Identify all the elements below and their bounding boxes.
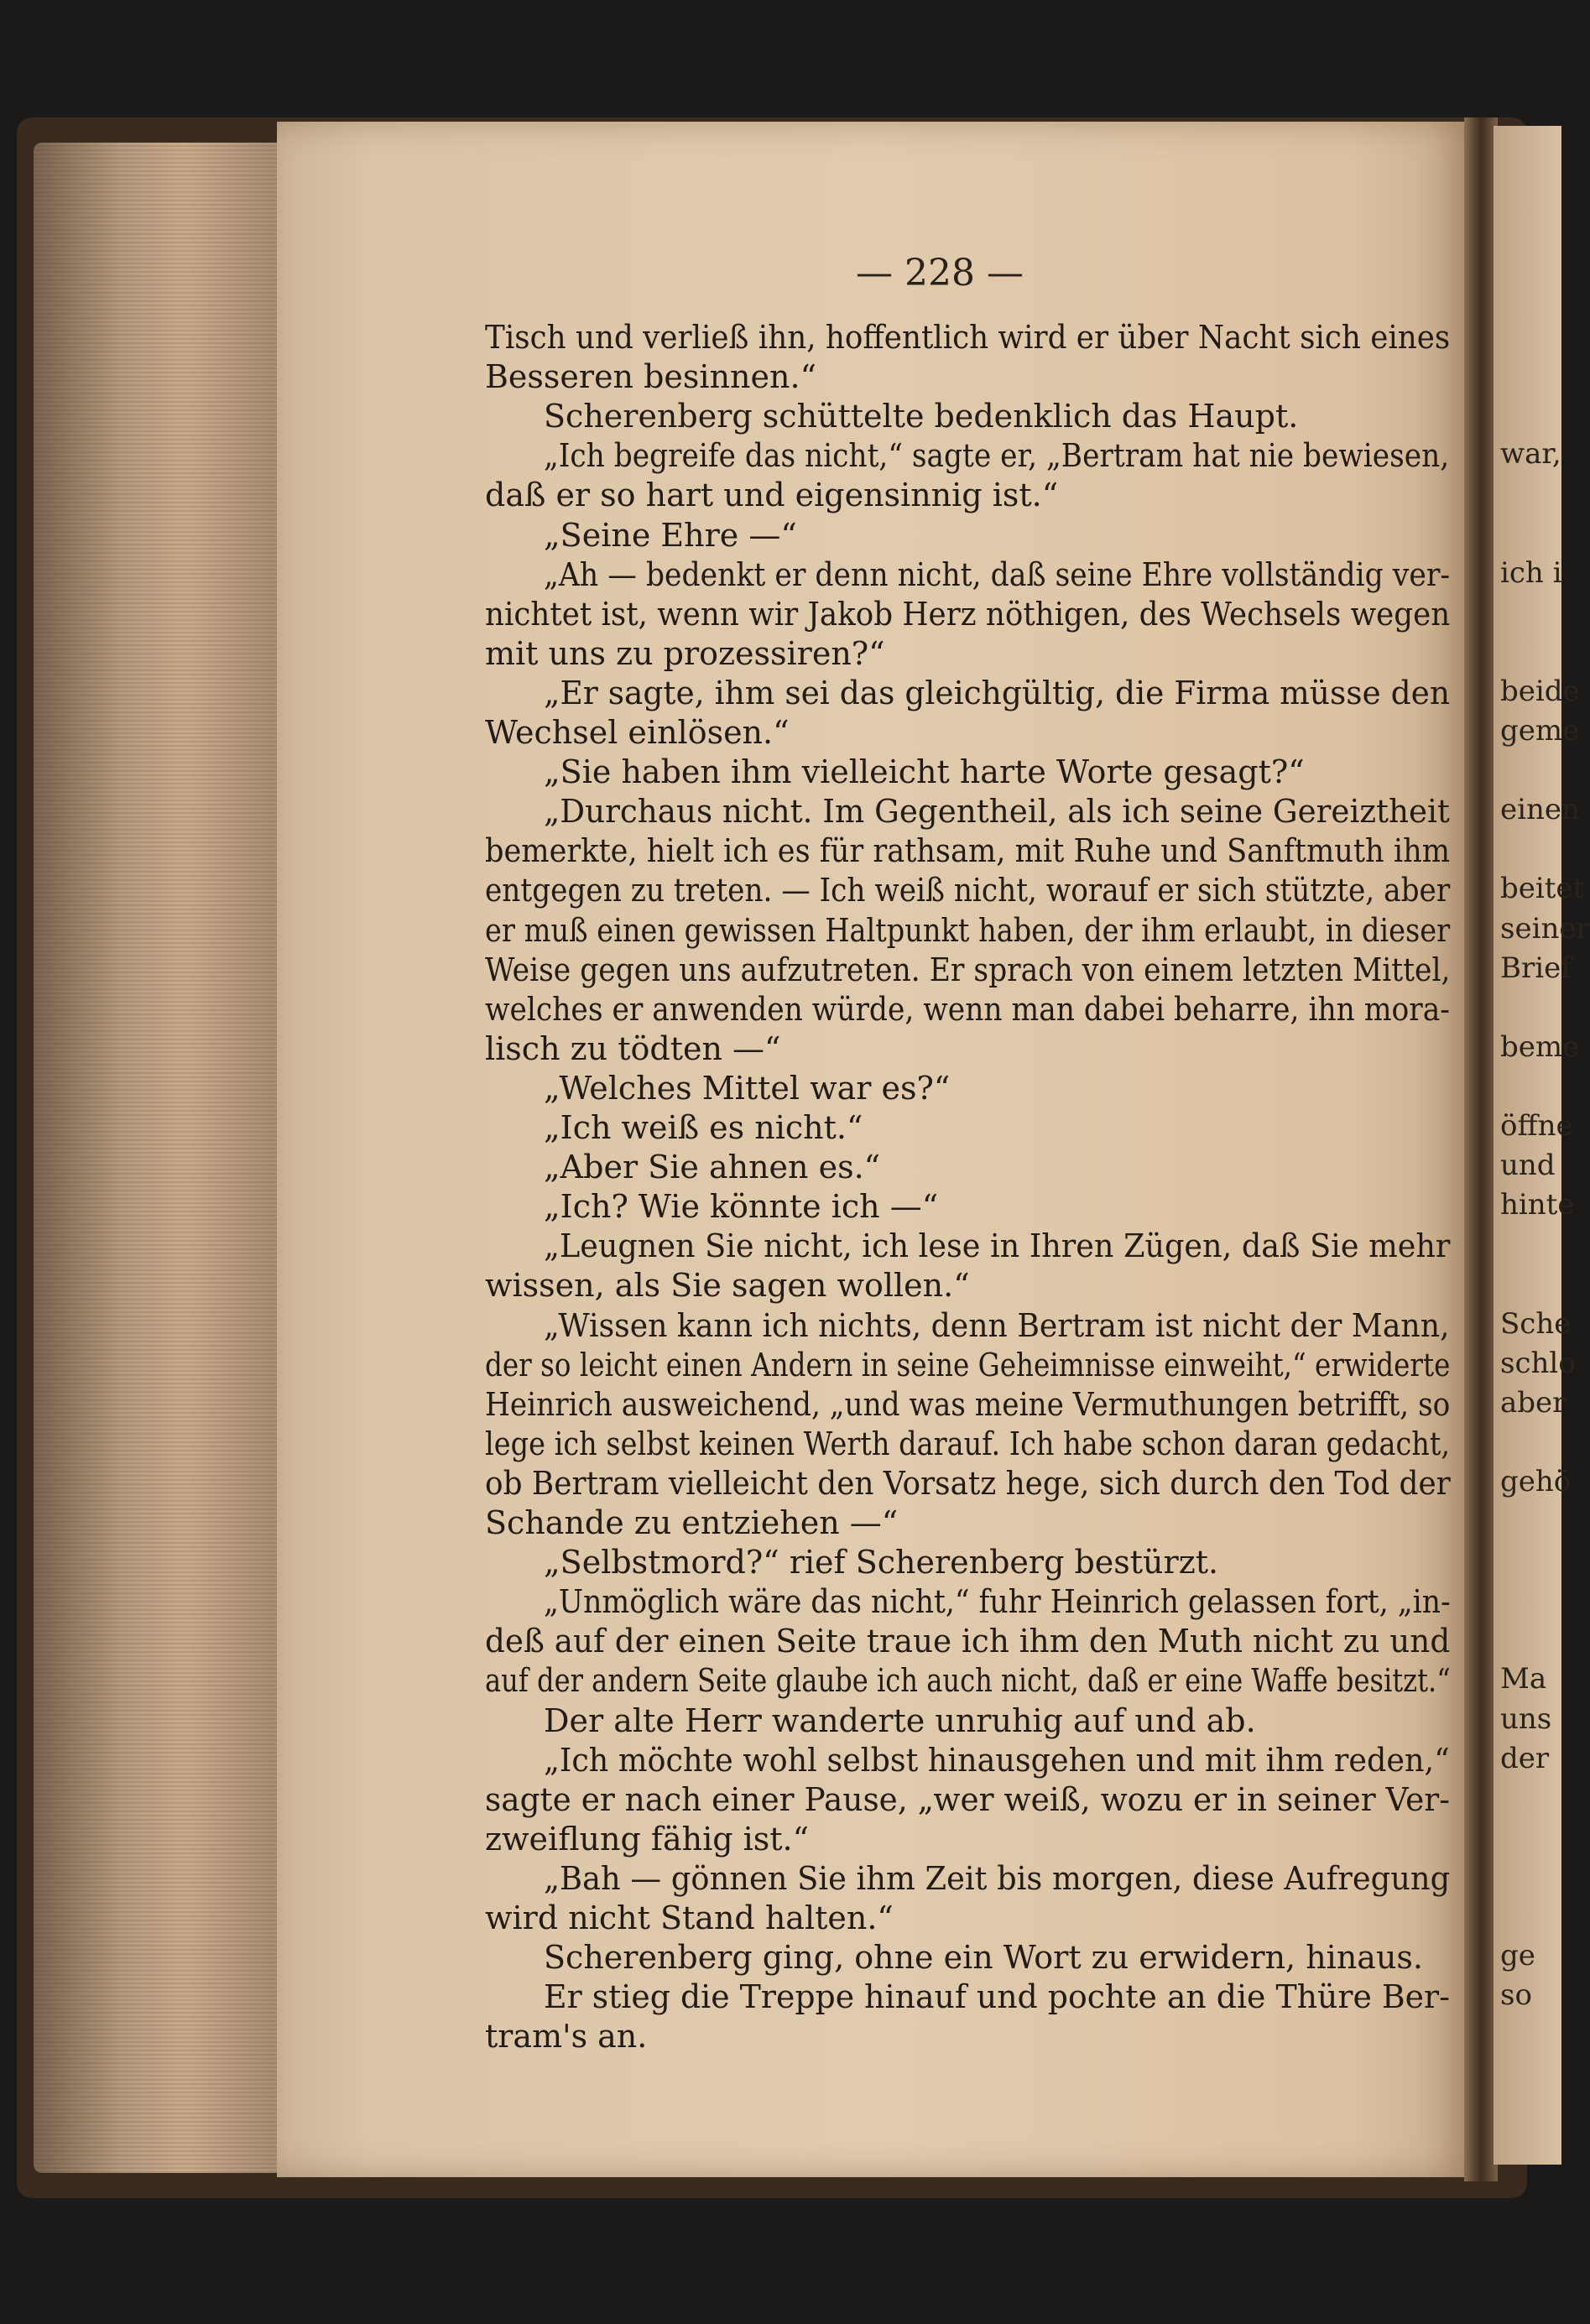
text-line: sagte er nach einer Pause, „wer weiß, wozu er in seiner Ver- (485, 1780, 1450, 1818)
facing-page-fragment: ge (1500, 1939, 1535, 1973)
facing-page-fragment: geme (1500, 714, 1580, 748)
text-line: „Ich begreife das nicht,“ sagte er, „Bertram hat nie bewiesen, (544, 437, 1450, 475)
page-edges (34, 143, 285, 2173)
text-line: „Ich möchte wohl selbst hinausgehen und mit ihm reden,“ (544, 1741, 1450, 1779)
text-line: „Er sagte, ihm sei das gleichgültig, die Firma müsse den (544, 674, 1451, 711)
text-line: „Seine Ehre —“ (544, 516, 797, 554)
text-line: entgegen zu treten. — Ich weiß nicht, worauf er sich stützte, aber (485, 872, 1451, 909)
text-line: ob Bertram vielleicht den Vorsatz hege, sich durch den Tod der (485, 1464, 1451, 1502)
text-line: „Aber Sie ahnen es.“ (544, 1149, 881, 1186)
text-line: nichtet ist, wenn wir Jakob Herz nöthigen, des Wechsels wegen (485, 595, 1451, 633)
text-line: „Sie haben ihm vielleicht harte Worte gesagt?“ (544, 753, 1305, 791)
text-line: Schande zu entziehen —“ (485, 1504, 899, 1541)
text-line: „Bah — gönnen Sie ihm Zeit bis morgen, diese Aufregung (544, 1859, 1451, 1897)
text-line: „Ich? Wie könnte ich —“ (544, 1188, 939, 1226)
book-gutter (1464, 117, 1498, 2181)
facing-page-fragment: uns (1500, 1701, 1552, 1736)
text-line: deß auf der einen Seite traue ich ihm den Muth nicht zu und (485, 1623, 1451, 1660)
text-line: „Welches Mittel war es?“ (544, 1069, 951, 1107)
facing-page-fragment: Brief (1500, 951, 1572, 985)
text-line: der so leicht einen Andern in seine Geheimnisse einweiht,“ erwiderte (485, 1346, 1451, 1383)
text-line: Wechsel einlösen.“ (485, 714, 790, 751)
text-line: Scherenberg schüttelte bedenklich das Haupt. (544, 398, 1299, 435)
facing-page-fragment: einen (1500, 793, 1580, 827)
text-line: „Selbstmord?“ rief Scherenberg bestürzt. (544, 1544, 1219, 1581)
facing-page-fragment: beide (1500, 674, 1580, 708)
facing-page-fragment: beme (1500, 1029, 1580, 1064)
text-line: Scherenberg ging, ohne ein Wort zu erwidern, hinaus. (544, 1939, 1424, 1977)
text-line: Besseren besinnen.“ (485, 358, 816, 396)
facing-page-fragment: öffne (1500, 1109, 1573, 1143)
facing-page-fragment: Sche (1500, 1306, 1572, 1341)
text-line: „Unmöglich wäre das nicht,“ fuhr Heinrich gelassen fort, „in- (544, 1583, 1451, 1621)
facing-page-fragment: Ma (1500, 1662, 1547, 1696)
text-line: zweiflung fähig ist.“ (485, 1820, 810, 1858)
text-line: lege ich selbst keinen Werth darauf. Ich habe schon daran gedacht, (485, 1425, 1451, 1462)
page-number: — 228 — (856, 252, 1024, 294)
facing-page-fragment: und (1500, 1149, 1556, 1183)
text-line: daß er so hart und eigensinnig ist.“ (485, 477, 1059, 514)
text-line: „Wissen kann ich nichts, denn Bertram ist nicht der Mann, (544, 1306, 1450, 1344)
facing-page-fragment: so (1500, 1978, 1532, 2013)
text-line: „Ah — bedenkt er denn nicht, daß seine Ehre vollständig ver- (544, 555, 1451, 593)
text-line: wissen, als Sie sagen wollen.“ (485, 1267, 970, 1305)
text-line: Weise gegen uns aufzutreten. Er sprach von einem letzten Mittel, (485, 951, 1451, 988)
text-line: auf der andern Seite glaube ich auch nicht, daß er eine Waffe besitzt.“ (485, 1662, 1451, 1700)
facing-page-fragment: der (1500, 1741, 1550, 1775)
facing-page-fragment: war, (1500, 437, 1561, 472)
text-line: er muß einen gewissen Haltpunkt haben, der ihm erlaubt, in dieser (485, 911, 1451, 949)
text-line: wird nicht Stand halten.“ (485, 1899, 894, 1936)
text-line: Tisch und verließ ihn, hoffentlich wird er über Nacht sich eines (485, 319, 1451, 356)
facing-page-fragment: beitet (1500, 872, 1585, 906)
text-line: „Leugnen Sie nicht, ich lese in Ihren Zügen, daß Sie mehr (544, 1227, 1451, 1265)
facing-page-fragment: hinte (1500, 1188, 1575, 1222)
text-line: lisch zu tödten —“ (485, 1029, 781, 1067)
facing-page-fragment: aber (1500, 1385, 1567, 1420)
facing-page-fragment: schlo (1500, 1346, 1576, 1380)
text-line: welches er anwenden würde, wenn man dabei beharre, ihn mora- (485, 990, 1450, 1028)
text-line: mit uns zu prozessiren?“ (485, 634, 885, 672)
text-line: tram's an. (485, 2018, 648, 2056)
text-line: Heinrich ausweichend, „und was meine Vermuthungen betrifft, so (485, 1385, 1451, 1423)
text-line: bemerkte, hielt ich es für rathsam, mit Ruhe und Sanftmuth ihm (485, 832, 1451, 870)
text-line: Der alte Herr wanderte unruhig auf und ab. (544, 1701, 1256, 1739)
facing-page-fragment: seiner (1500, 911, 1590, 946)
text-line: „Durchaus nicht. Im Gegentheil, als ich seine Gereiztheit (544, 793, 1450, 831)
facing-page-fragment: ich i (1500, 555, 1562, 590)
facing-page-edge (1494, 126, 1590, 2165)
text-line: „Ich weiß es nicht.“ (544, 1109, 863, 1146)
facing-page-fragment: gehö (1500, 1464, 1572, 1498)
text-line: Er stieg die Treppe hinauf und pochte an die Thüre Ber- (544, 1978, 1450, 2016)
